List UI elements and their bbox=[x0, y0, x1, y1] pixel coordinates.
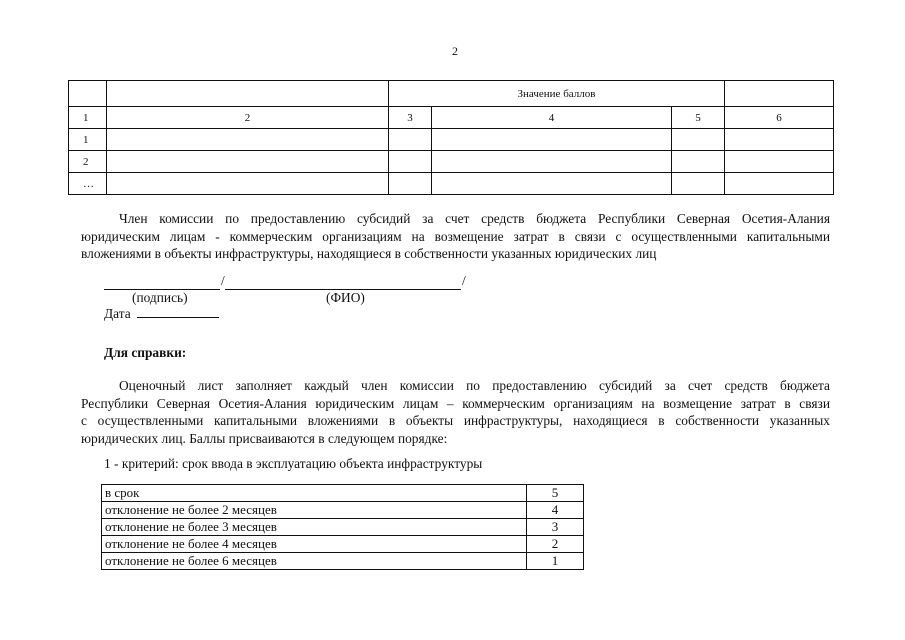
signature-separator: / bbox=[221, 273, 225, 288]
table-row bbox=[69, 129, 834, 151]
header-cell bbox=[69, 81, 107, 107]
column-number: 4 bbox=[432, 107, 672, 129]
column-number: 3 bbox=[389, 107, 432, 129]
name-label: (ФИО) bbox=[326, 290, 365, 305]
column-number: 1 bbox=[69, 107, 107, 129]
paragraph-line: Республики Северная Осетия-Алания юридическим лицам – коммерческим организациям на возмещение затрат в связи bbox=[81, 395, 830, 411]
criterion-label: отклонение не более 2 месяцев bbox=[102, 502, 527, 519]
table-cell bbox=[389, 173, 432, 195]
criterion-row bbox=[102, 536, 584, 553]
page-number: 2 bbox=[452, 44, 458, 58]
paragraph-line: юридических лиц. Баллы присваиваются в следующем порядке: bbox=[81, 430, 448, 446]
paragraph-line: юридическим лицам - коммерческим организациям на возмещение затрат в связи с осуществленными капитальными bbox=[81, 228, 830, 244]
table-cell bbox=[389, 151, 432, 173]
name-line bbox=[225, 279, 461, 290]
paragraph-line: Член комиссии по предоставлению субсидий за счет средств бюджета Республики Северная Осетия-Алания bbox=[119, 211, 830, 226]
criterion-label: отклонение не более 3 месяцев bbox=[102, 519, 527, 536]
table-cell bbox=[432, 129, 672, 151]
column-number-row bbox=[69, 107, 834, 129]
paragraph-line: вложениями в объекты инфраструктуры, находящиеся в собственности указанных юридических лиц bbox=[81, 246, 657, 261]
score-values-header: Значение баллов bbox=[389, 81, 725, 107]
table-cell bbox=[432, 173, 672, 195]
criterion-table bbox=[101, 484, 584, 570]
criterion-row bbox=[102, 502, 584, 519]
signature-label: (подпись) bbox=[132, 290, 188, 305]
member-paragraph bbox=[81, 210, 830, 263]
signature-line bbox=[104, 279, 220, 290]
score-table bbox=[68, 80, 834, 195]
column-number: 5 bbox=[672, 107, 725, 129]
table-cell bbox=[389, 129, 432, 151]
criterion-label: отклонение не более 6 месяцев bbox=[102, 553, 527, 570]
date-label-text: Дата bbox=[104, 306, 131, 321]
criterion-row bbox=[102, 485, 584, 502]
table-cell bbox=[672, 173, 725, 195]
table-row bbox=[69, 151, 834, 173]
table-cell bbox=[725, 173, 834, 195]
score-table-header-row bbox=[69, 81, 834, 107]
criterion-row bbox=[102, 553, 584, 570]
table-cell bbox=[107, 151, 389, 173]
table-cell bbox=[107, 129, 389, 151]
table-cell bbox=[432, 151, 672, 173]
criterion-title: 1 - критерий: срок ввода в эксплуатацию объекта инфраструктуры bbox=[104, 456, 483, 471]
table-cell bbox=[107, 173, 389, 195]
criterion-row bbox=[102, 519, 584, 536]
paragraph-line: с осуществленными капитальными вложениями в объекты инфраструктуры, находящиеся в собственности указанных bbox=[81, 413, 830, 428]
name-line-end: / bbox=[462, 273, 466, 288]
reference-paragraph bbox=[81, 377, 830, 447]
table-cell bbox=[672, 129, 725, 151]
column-number: 6 bbox=[725, 107, 834, 129]
date-line bbox=[137, 307, 219, 318]
table-cell bbox=[672, 151, 725, 173]
header-cell bbox=[725, 81, 834, 107]
reference-heading: Для справки: bbox=[104, 345, 187, 360]
table-cell bbox=[725, 151, 834, 173]
criterion-label: в срок bbox=[102, 485, 527, 502]
date-label bbox=[104, 306, 219, 322]
table-row bbox=[69, 173, 834, 195]
criterion-score: 2 bbox=[527, 536, 584, 553]
header-cell bbox=[107, 81, 389, 107]
column-number: 2 bbox=[107, 107, 389, 129]
row-number: 1 bbox=[69, 129, 107, 151]
table-cell bbox=[725, 129, 834, 151]
criterion-label: отклонение не более 4 месяцев bbox=[102, 536, 527, 553]
criterion-score: 3 bbox=[527, 519, 584, 536]
row-number: 2 bbox=[69, 151, 107, 173]
row-number: … bbox=[69, 173, 107, 195]
paragraph-line: Оценочный лист заполняет каждый член комиссии по предоставлению субсидий за счет средств бюджета bbox=[119, 378, 830, 393]
criterion-score: 5 bbox=[527, 485, 584, 502]
criterion-score: 1 bbox=[527, 553, 584, 570]
criterion-score: 4 bbox=[527, 502, 584, 519]
